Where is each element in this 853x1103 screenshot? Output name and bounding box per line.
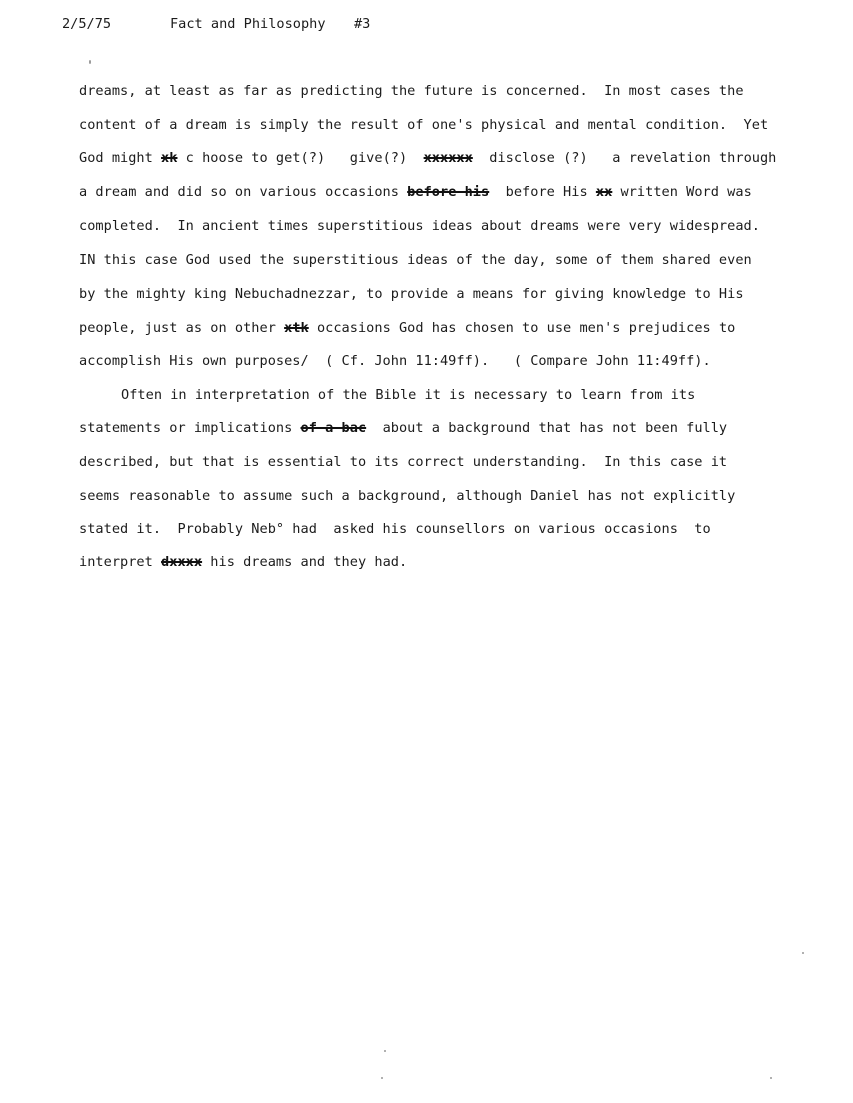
body-line	[79, 319, 735, 337]
text-run: his dreams and they had.	[202, 554, 408, 570]
body-line	[79, 419, 727, 437]
struck-text: dxxxx	[161, 554, 203, 570]
struck-text: of a bac	[300, 420, 367, 436]
scan-speck	[381, 1077, 383, 1079]
header-date: 2/5/75	[62, 16, 112, 32]
text-run: before His	[489, 184, 596, 200]
struck-text: xtk	[284, 320, 309, 336]
text-run: about a background that has not been fully	[366, 420, 728, 436]
text-run: God might	[79, 150, 162, 166]
body-line: IN this case God used the superstitious ideas of the day, some of them shared even	[79, 252, 752, 268]
body-line: dreams, at least as far as predicting the future is concerned. In most cases the	[79, 83, 744, 99]
text-run: people, just as on other	[79, 320, 285, 336]
body-line	[79, 553, 407, 571]
body-line	[79, 149, 776, 167]
body-line: described, but that is essential to its correct understanding. In this case it	[79, 454, 728, 470]
body-line: completed. In ancient times superstitious ideas about dreams were very widespread.	[79, 218, 760, 234]
header-title: Fact and Philosophy	[170, 16, 326, 32]
struck-text: before his	[407, 184, 490, 200]
body-line: stated it. Probably Neb° had asked his counsellors on various occasions to	[79, 521, 711, 537]
text-run: interpret	[79, 554, 162, 570]
text-run: statements or implications	[79, 420, 301, 436]
struck-text: xxxxxx	[423, 150, 473, 166]
text-run: written Word was	[612, 184, 752, 200]
scan-speck	[770, 1077, 772, 1079]
body-line: by the mighty king Nebuchadnezzar, to provide a means for giving knowledge to His	[79, 286, 744, 302]
struck-text: xk	[161, 150, 178, 166]
body-line: seems reasonable to assume such a background, although Daniel has not explicitly	[79, 488, 736, 504]
body-line: content of a dream is simply the result of one's physical and mental condition. Yet	[79, 117, 769, 133]
text-run: a dream and did so on various occasions	[79, 184, 408, 200]
header-page-number: #3	[354, 16, 371, 32]
struck-text: xx	[595, 184, 613, 200]
body-line: accomplish His own purposes/ ( Cf. John 11:49ff). ( Compare John 11:49ff).	[79, 353, 711, 369]
paragraph-first-line: Often in interpretation of the Bible it is necessary to learn from its	[121, 387, 696, 403]
text-run: disclose (?) a revelation through	[472, 150, 777, 166]
body-line	[79, 183, 752, 201]
scan-speck	[384, 1050, 386, 1052]
text-run: occasions God has chosen to use men's prejudices to	[308, 320, 736, 336]
scan-speck	[89, 60, 91, 64]
text-run: c hoose to get(?) give(?)	[177, 150, 424, 166]
scan-speck	[802, 952, 804, 954]
